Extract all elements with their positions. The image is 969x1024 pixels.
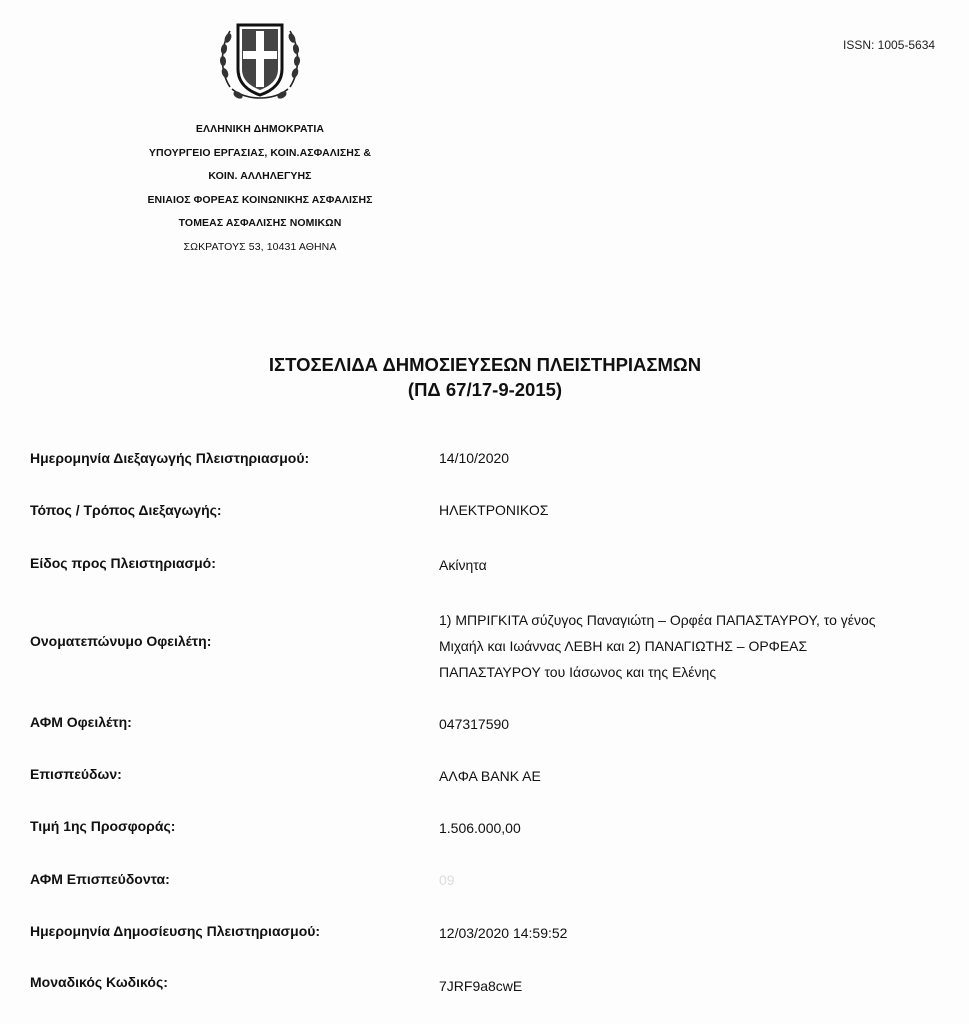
- field-value: ΑΛΦΑ BANK AE: [439, 768, 541, 784]
- header-line: ΥΠΟΥΡΓΕΙΟ ΕΡΓΑΣΙΑΣ, ΚΟΙΝ.ΑΣΦΑΛΙΣΗΣ &: [148, 146, 372, 159]
- debtor-name-line: 1) ΜΠΡΙΓΚΙΤΑ σύζυγος Παναγιώτη – Ορφέα ΠΑΠΑΣΤΑΥΡΟΥ, το γένος: [439, 612, 876, 628]
- field-label: Μοναδικός Κωδικός:: [30, 974, 168, 990]
- issuing-authority-header: [100, 118, 420, 259]
- field-label: Τόπος / Τρόπος Διεξαγωγής:: [30, 502, 222, 518]
- field-value: 1.506.000,00: [439, 820, 521, 836]
- title-line-1: ΙΣΤΟΣΕΛΙΔΑ ΔΗΜΟΣΙΕΥΣΕΩΝ ΠΛΕΙΣΤΗΡΙΑΣΜΩΝ: [268, 354, 702, 375]
- header-line: ΤΟΜΕΑΣ ΑΣΦΑΛΙΣΗΣ ΝΟΜΙΚΩΝ: [178, 217, 342, 229]
- header-address: ΣΩΚΡΑΤΟΥΣ 53, 10431 ΑΘΗΝΑ: [183, 240, 337, 253]
- issn-number: ISSN: 1005-5634: [843, 38, 936, 52]
- field-label: ΑΦΜ Επισπεύδοντα:: [30, 871, 170, 887]
- field-label: Ημερομηνία Δημοσίευσης Πλειστηριασμού:: [30, 923, 321, 939]
- field-label: Ημερομηνία Διεξαγωγής Πλειστηριασμού:: [30, 450, 310, 466]
- header-line: ΚΟΙΝ. ΑΛΛΗΛΕΓΥΗΣ: [208, 170, 312, 182]
- field-label: Ονοματεπώνυμο Οφειλέτη:: [30, 633, 212, 649]
- field-value: ΗΛΕΚΤΡΟΝΙΚΟΣ: [439, 502, 549, 518]
- greek-coat-of-arms-icon: [216, 17, 304, 107]
- debtor-name-line: Μιχαήλ και Ιωάννας ΛΕΒΗ και 2) ΠΑΝΑΓΙΩΤΗΣ – ΟΡΦΕΑΣ: [439, 638, 808, 654]
- header-line: ΕΝΙΑΙΟΣ ΦΟΡΕΑΣ ΚΟΙΝΩΝΙΚΗΣ ΑΣΦΑΛΙΣΗΣ: [147, 193, 373, 206]
- field-label: ΑΦΜ Οφειλέτη:: [30, 714, 132, 730]
- field-label: Επισπεύδων:: [30, 766, 122, 782]
- title-line-2: (ΠΔ 67/17-9-2015): [407, 379, 563, 400]
- debtor-name-line: ΠΑΠΑΣΤΑΥΡΟΥ του Ιάσωνος και της Ελένης: [439, 664, 717, 680]
- field-value: 7JRF9a8cwE: [439, 978, 523, 994]
- field-value: 09: [439, 872, 455, 888]
- field-label: Είδος προς Πλειστηριασμό:: [30, 555, 216, 571]
- field-value: Ακίνητα: [439, 557, 487, 573]
- field-value: 14/10/2020: [439, 450, 510, 466]
- field-value: [439, 607, 949, 685]
- header-line: ΕΛΛΗΝΙΚΗ ΔΗΜΟΚΡΑΤΙΑ: [195, 123, 325, 135]
- page-title: [150, 352, 820, 402]
- field-label: Τιμή 1ης Προσφοράς:: [30, 818, 176, 834]
- field-value: 12/03/2020 14:59:52: [439, 925, 568, 941]
- field-value: 047317590: [439, 716, 510, 732]
